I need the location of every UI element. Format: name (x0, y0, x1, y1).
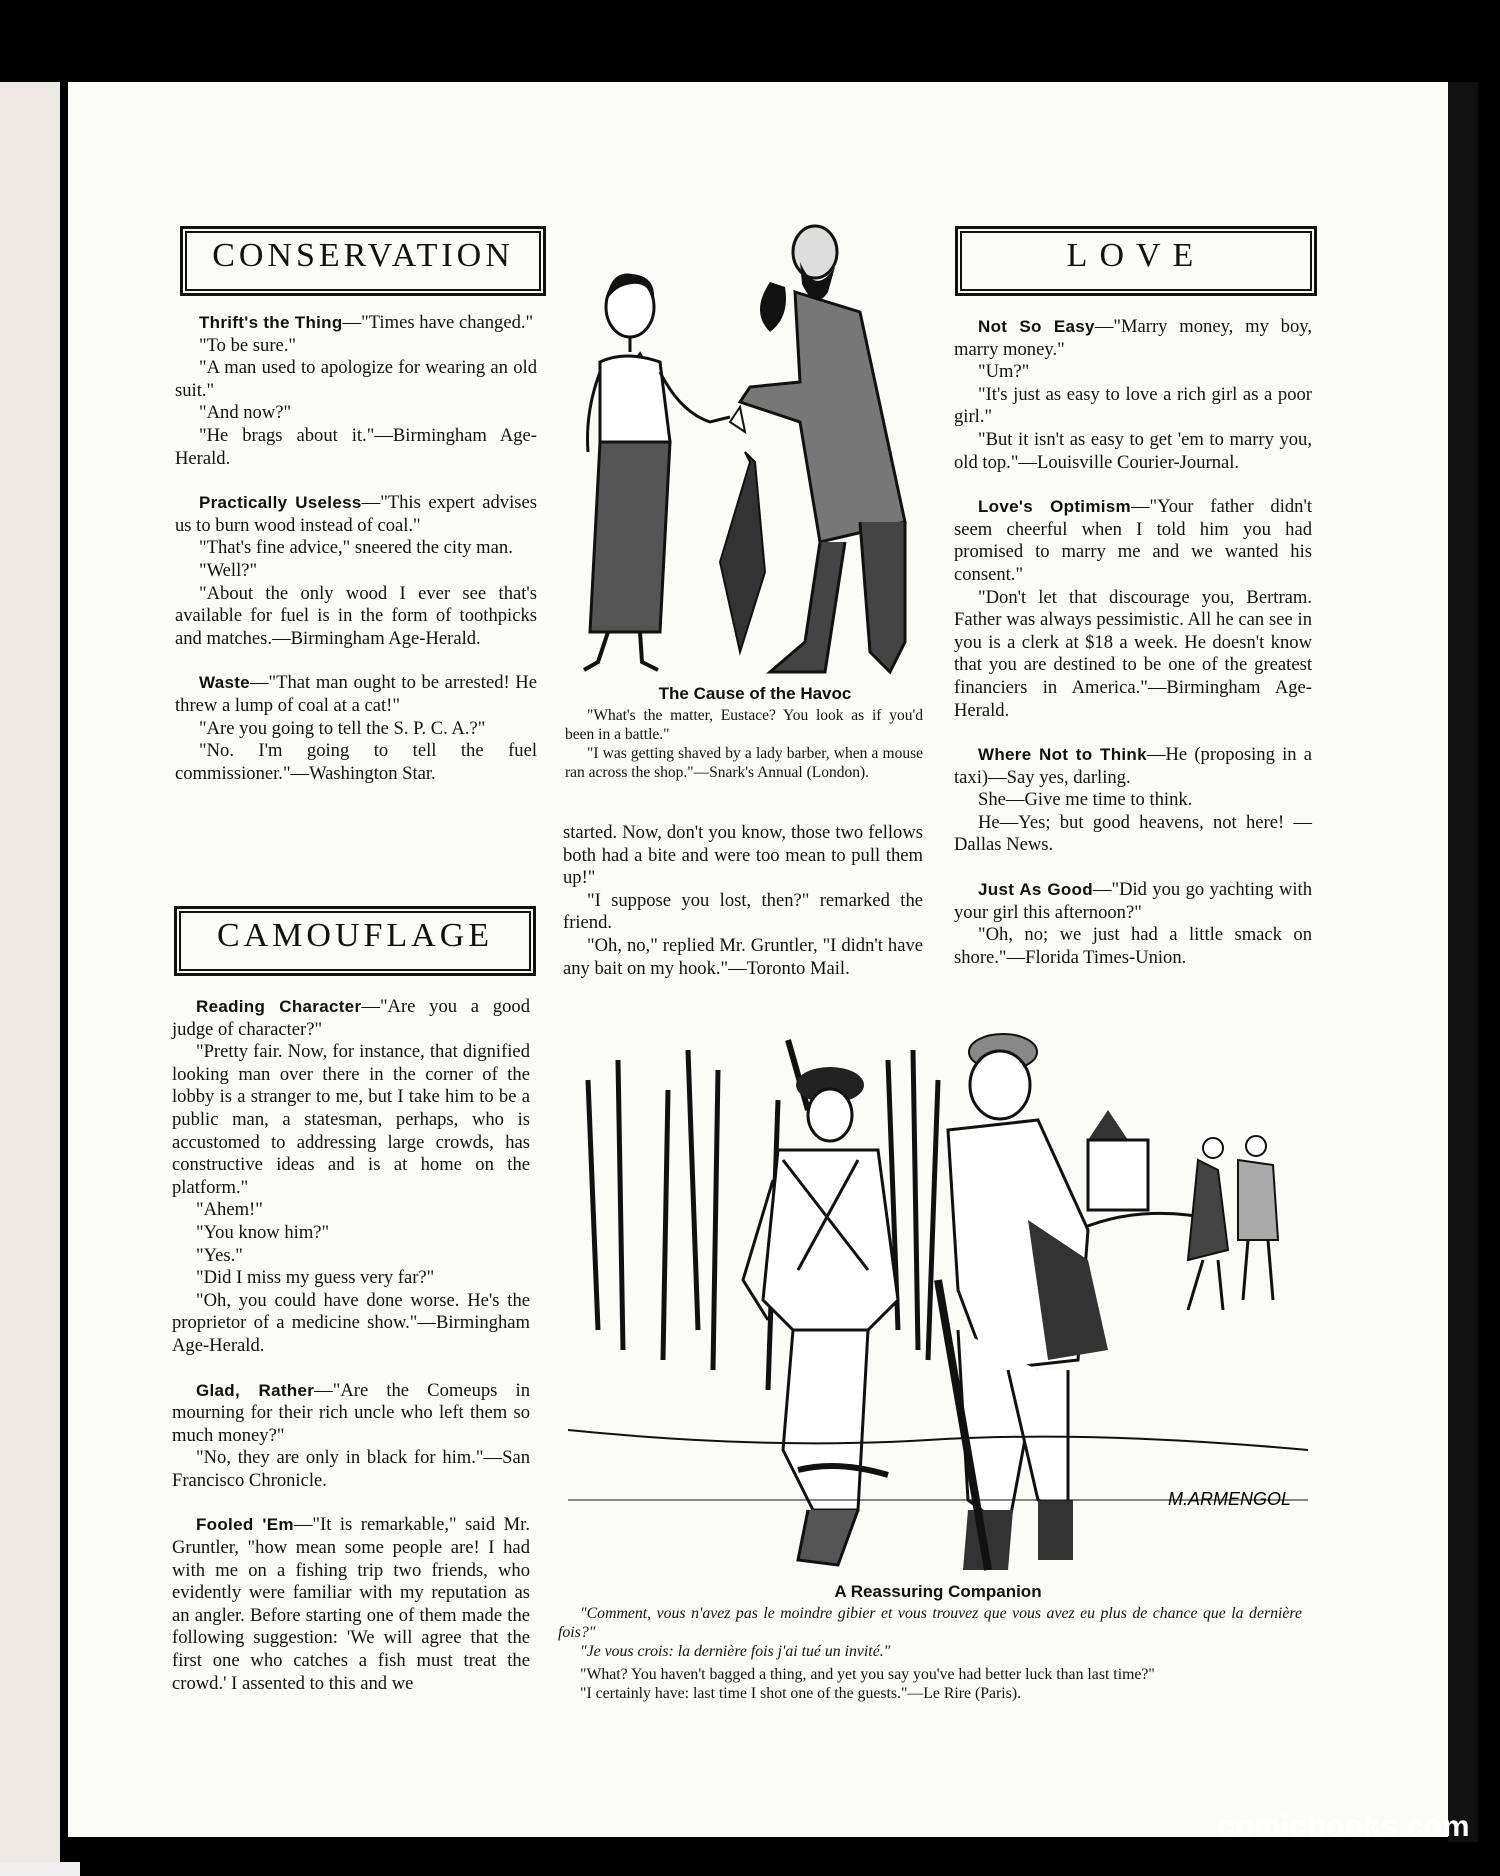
joke-line: "That's fine advice," sneered the city man. (199, 537, 513, 559)
joke-line: "No, they are only in black for him."—San Francisco Chronicle. (172, 1447, 530, 1491)
joke-line: "No. I'm going to tell the fuel commissioner."—Washington Star. (175, 740, 537, 784)
joke-line: "A man used to apologize for wearing an old suit." (175, 357, 537, 401)
joke-line: "Oh, you could have done worse. He's the proprietor of a medicine show."—Birmingham Age-Herald. (172, 1289, 530, 1356)
section-header-love (955, 226, 1317, 296)
cartoon-caption-title: The Cause of the Havoc (658, 684, 852, 703)
continuation-column (563, 822, 923, 980)
joke-line: "Don't let that discourage you, Bertram. Father was always pessimistic. All he can see in you is a clerk at $18 a week. He doesn't know that you are destined to be one of the greatest financiers in America."—Birmingham Age-Herald. (954, 586, 1312, 721)
joke-item: Reading Character—"Are you a good judge of character?" (172, 996, 530, 1040)
joke-line: "I suppose you lost, then?" remarked the friend. (563, 889, 923, 934)
joke-item: Glad, Rather—"Are the Comeups in mourning for their rich uncle who left them so much money?" (172, 1379, 530, 1446)
cartoon-hunters-illustration (568, 1030, 1308, 1580)
joke-line: "Did I miss my guess very far?" (196, 1267, 435, 1289)
cartoon-signature: M.ARMENGOL (1168, 1489, 1292, 1509)
caption-line: "What's the matter, Eustace? You look as if you'd been in a battle." (565, 707, 923, 743)
page-binding-edge (1448, 82, 1478, 1842)
joke-item: Thrift's the Thing—"Times have changed." (199, 312, 534, 333)
joke-line: "Oh, no," replied Mr. Gruntler, "I didn't have any bait on my hook."—Toronto Mail. (563, 934, 923, 979)
joke-title: Practically Useless (199, 493, 362, 513)
joke-title: Fooled 'Em (196, 1515, 294, 1535)
joke-item: Not So Easy—"Marry money, my boy, marry money." (954, 316, 1313, 360)
caption-line: "I certainly have: last time I shot one of the guests."—Le Rire (Paris). (580, 1685, 1022, 1702)
joke-line: started. Now, don't you know, those two fellows both had a bite and were too mean to pull them up!" (563, 822, 923, 889)
camouflage-column (172, 996, 530, 1695)
facing-page-edge (0, 82, 60, 1872)
joke-line: "Pretty fair. Now, for instance, that dignified looking man over there in the corner of the lobby is a stranger to me, but I take him to be a public man, a statesman, perhaps, who is accustomed to addressing large crowds, has constructive ideas and is at home on the platform." (172, 1041, 530, 1198)
joke-title: Not So Easy (978, 317, 1095, 336)
joke-line: He—Yes; but good heavens, not here! —Dallas News. (954, 811, 1312, 856)
watermark: comicbooks.com (1217, 1810, 1470, 1843)
joke-title: Love's Optimism (978, 497, 1131, 517)
joke-line: "Well?" (199, 559, 258, 581)
joke-item: Fooled 'Em—"It is remarkable," said Mr. Gruntler, "how mean some people are! I had with me on a fishing trip two friends, who evidently were familiar with my reputation as an angler. Before starting one of them made the following suggestion: 'We will agree that the first one who catches a fish must treat the crowd.' I assented to this and we (172, 1514, 530, 1694)
corner-label (0, 1862, 80, 1876)
cartoon-caption (565, 706, 923, 782)
joke-title: Waste (199, 673, 250, 693)
joke-line: "About the only wood I ever see that's available for fuel is in the form of toothpicks and matches.—Birmingham Age-Herald. (175, 582, 537, 649)
love-column (954, 316, 1312, 969)
joke-item: Where Not to Think—He (proposing in a taxi)—Say yes, darling. (954, 744, 1312, 788)
joke-line: "Are you going to tell the S. P. C. A.?" (199, 717, 486, 739)
joke-line: "You know him?" (196, 1221, 330, 1243)
joke-item: Waste—"That man ought to be arrested! He threw a lump of coal at a cat!" (175, 672, 537, 716)
joke-title: Thrift's the Thing (199, 313, 343, 332)
joke-item: Love's Optimism—"Your father didn't seem cheerful when I told him you had promised to marry me and we wanted his consent." (954, 496, 1312, 585)
joke-line: "Oh, no; we just had a little smack on shore."—Florida Times-Union. (954, 924, 1312, 968)
joke-title: Reading Character (196, 997, 362, 1016)
joke-line: "To be sure." (199, 334, 297, 356)
cartoon-caption (558, 1604, 1302, 1703)
joke-title: Glad, Rather (196, 1380, 315, 1400)
joke-item: Practically Useless—"This expert advises us to burn wood instead of coal." (175, 492, 537, 536)
conservation-column (175, 312, 537, 785)
cartoon-lady-barber-illustration (570, 222, 940, 682)
section-title: LOVE (1066, 237, 1206, 274)
joke-title: Where Not to Think (978, 745, 1147, 765)
joke-line: "Um?" (978, 361, 1030, 383)
caption-line: "Je vous crois: la dernière fois j'ai tué un invité." (580, 1643, 891, 1660)
caption-line: "Comment, vous n'avez pas le moindre gibier et vous trouvez que vous avez eu plus de chance que la dernière fois?" (558, 1605, 1302, 1641)
joke-line: "It's just as easy to love a rich girl as a poor girl." (954, 383, 1312, 428)
section-title: CONSERVATION (212, 237, 514, 274)
joke-line: "But it isn't as easy to get 'em to marry you, old top."—Louisville Courier-Journal. (954, 428, 1312, 473)
joke-line: "Yes." (196, 1244, 243, 1266)
section-header-camouflage (174, 906, 536, 976)
joke-line: "And now?" (199, 402, 292, 424)
joke-title: Just As Good (978, 880, 1093, 900)
cartoon-caption-title: A Reassuring Companion (834, 1582, 1042, 1601)
joke-line: "He brags about it."—Birmingham Age-Herald. (175, 424, 537, 469)
caption-line: "I was getting shaved by a lady barber, when a mouse ran across the shop."—Snark's Annual (London). (565, 745, 923, 781)
section-title: CAMOUFLAGE (216, 917, 494, 954)
section-header-conservation (180, 226, 546, 296)
joke-item: Just As Good—"Did you go yachting with your girl this afternoon?" (954, 879, 1312, 923)
caption-line: "What? You haven't bagged a thing, and yet you say you've had better luck than last time?" (580, 1666, 1155, 1683)
joke-line: She—Give me time to think. (978, 789, 1193, 811)
joke-line: "Ahem!" (196, 1199, 263, 1221)
